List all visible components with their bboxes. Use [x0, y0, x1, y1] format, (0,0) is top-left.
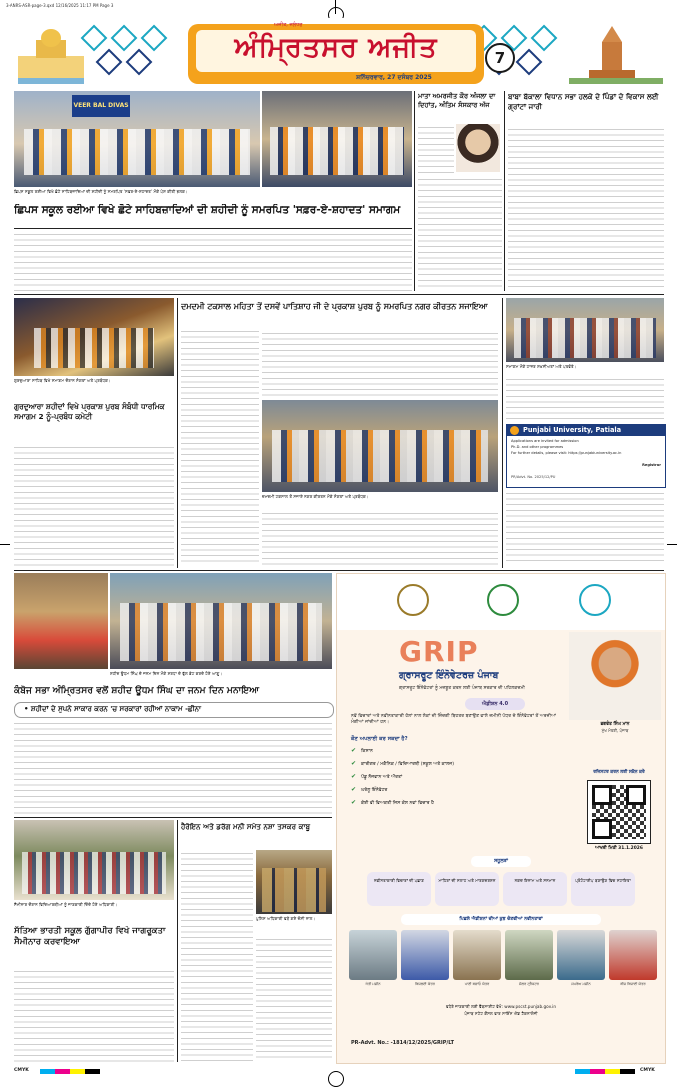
nagar-kirtan-photo	[262, 400, 498, 492]
grip-prev-label: ਪਿਛਲੇ ਐਡੀਸ਼ਨਾਂ ਦੀਆਂ ਕੁਝ ਚੋਣਵੀਆਂ ਨਵੀਨਤਾਵਾਂ	[401, 914, 601, 925]
pscst-logo-icon	[487, 584, 519, 616]
crop-mark-right	[667, 544, 677, 545]
taksal-body-b	[262, 330, 498, 396]
check-icon: ✔	[351, 747, 357, 754]
grip-deadline: ਆਖਰੀ ਮਿਤੀ 31.1.2026	[595, 846, 643, 851]
check-icon: ✔	[351, 786, 357, 793]
grip-intro: ਨਵੇਂ ਵਿਚਾਰਾਂ ਅਤੇ ਨਵੀਨਤਾਕਾਰੀ ਹੱਲਾਂ ਨਾਲ ਲੋਕਾਂ ਦੀ ਜ਼ਿੰਦਗੀ ਬਿਹਤਰ ਬਣਾਉਣ ਵਾਲੇ ਜ਼ਮੀਨੀ ਪੱਧਰ ਦੇ ਇੰਨੋਵੇਟਰਾਂ ਤੋਂ ਅਰਜ਼ੀਆਂ ਮੰਗੀਆਂ ਜਾਂਦੀਆਂ ਹਨ।	[351, 714, 556, 726]
heroin-caption: ਪੁਲਿਸ ਅਧਿਕਾਰੀ ਫੜੇ ਗਏ ਦੋਸ਼ੀ ਨਾਲ।	[256, 916, 316, 921]
innovation-label: ਸੋਲਰ ਟ੍ਰੈਕਟਰ	[519, 982, 539, 986]
grip-who-label: ਕੌਣ ਅਪਲਾਈ ਕਰ ਸਕਦਾ ਹੈ?	[351, 736, 408, 742]
innovation-photo	[453, 930, 501, 980]
gurdwara-headline: ਗੁਰਦੁਆਰਾ ਸ਼ਹੀਦਾਂ ਵਿਖੇ ਪ੍ਰਕਾਸ਼ ਪੁਰਬ ਸੰਬੰਧੀ ਧਾਰਮਿਕ ਸਮਾਗਮ 2 ਨੂੰ-ਪ੍ਰਬੰਧ ਕਮੇਟੀ	[14, 402, 165, 421]
masthead	[14, 18, 663, 88]
right-story-headline: ਬਾਬਾ ਬੱਕਾਲਾ ਵਿਧਾਨ ਸਭਾ ਹਲਕੇ ਦੇ ਪਿੰਡਾਂ ਦੇ ਵਿਕਾਸ ਲਈ ਗ੍ਰਾਂਟਾਂ ਜਾਰੀ	[508, 92, 659, 111]
taksal-body-a	[181, 328, 259, 566]
kamboj-headline: ਕੰਬੋਜ ਸਭਾ ਅੰਮ੍ਰਿਤਸਰ ਵਲੋਂ ਸ਼ਹੀਦ ਊਧਮ ਸਿੰਘ ਦਾ ਜਨਮ ਦਿਨ ਮਨਾਇਆ	[14, 685, 260, 696]
check-icon: ✔	[351, 773, 357, 780]
pu-ad-line4: Registrar	[642, 463, 661, 467]
gurdwara-body	[14, 444, 174, 566]
grip-subtitle: ਗ੍ਰਾਸਰੂਟ ਇੰਨੋਵੇਟਰਾਂ ਨੂੰ ਮਜ਼ਬੂਤ ਕਰਨ ਲਈ ਪੰਜਾਬ ਸਰਕਾਰ ਦੀ ਪਹਿਲਕਦਮੀ	[399, 686, 525, 691]
cm-portrait	[569, 632, 661, 720]
pu-ad-line3: For further details, please visit: https://punjabiuniversity.ac.in	[511, 451, 622, 455]
innovation-label: ਖੇਤੀ ਮਸ਼ੀਨ	[365, 982, 381, 986]
grip-edition: ਐਡੀਸ਼ਨ 4.0	[465, 698, 525, 710]
obituary-headline: ਮਾਤਾ ਅਮਰਜੀਤ ਕੌਰ ਅੰਜਲਾ ਦਾ ਦਿਹਾਂਤ, ਅੰਤਿਮ ਸੰਸਕਾਰ ਅੱਜ	[418, 92, 496, 109]
students-on-stage	[270, 127, 404, 175]
kamboj-caption: ਸ਼ਹੀਦ ਊਧਮ ਸਿੰਘ ਦੇ ਜਨਮ ਦਿਨ ਮੌਕੇ ਸ਼ਰਧਾ ਦੇ ਫੁੱਲ ਭੇਟ ਕਰਦੇ ਹੋਏ ਆਗੂ।	[110, 671, 223, 676]
right-mid-caption: ਸਮਾਗਮ ਮੌਕੇ ਹਾਜ਼ਰ ਸ਼ਖ਼ਸੀਅਤਾਂ ਅਤੇ ਪਤਵੰਤੇ।	[506, 364, 577, 369]
right-mid-photo	[506, 298, 664, 362]
innovation-logo-icon	[579, 584, 611, 616]
kamboj-body	[14, 720, 332, 814]
kamboj-group	[120, 603, 322, 661]
check-icon: ✔	[351, 799, 357, 806]
innovation-photo	[401, 930, 449, 980]
kamboj-photo-right	[110, 573, 332, 669]
footer-cmyk-left: CMYK	[14, 1068, 29, 1073]
school-students	[22, 852, 166, 894]
police-officers	[262, 868, 326, 912]
chhina-subhead: • ਸ਼ਹੀਦਾਂ ਦੇ ਸੁਪਨੇ ਸਾਕਾਰ ਕਰਨ 'ਚ ਸਰਕਾਰਾਂ ਰਹੀਆਂ ਨਾਕਾਮ -ਛੀਨਾ	[24, 705, 202, 713]
crop-mark-left	[0, 544, 10, 545]
gurdwara-gathering	[34, 328, 154, 368]
innovation-photo	[609, 930, 657, 980]
column-rule-2	[504, 91, 505, 291]
grip-logo: GRIP	[399, 635, 479, 668]
innovation-photo	[349, 930, 397, 980]
cm-name: ਭਗਵੰਤ ਸਿੰਘ ਮਾਨ	[600, 722, 630, 727]
grip-footer-org: ਪੰਜਾਬ ਸਟੇਟ ਕੌਂਸਲ ਫਾਰ ਸਾਇੰਸ ਐਂਡ ਟੈਕਨਾਲੋਜੀ	[464, 1011, 538, 1016]
gurdwara-caption: ਗੁਰਦੁਆਰਾ ਸਾਹਿਬ ਵਿਖੇ ਸਮਾਗਮ ਦੌਰਾਨ ਸੰਗਤਾਂ ਅਤੇ ਪ੍ਰਬੰਧਕ।	[14, 378, 111, 383]
section-rule-1	[14, 294, 664, 295]
footer-cmyk-right: CMYK	[640, 1068, 655, 1073]
stage-photo-right	[262, 91, 412, 187]
checklist-item: ✔ ਕੋਈ ਵੀ ਵਿਅਕਤੀ ਜਿਸ ਕੋਲ ਨਵਾਂ ਵਿਚਾਰ ਹੈ	[351, 799, 434, 806]
right-story-body	[508, 126, 664, 290]
stage-photo-left	[14, 91, 260, 187]
grip-footer-website: ਵਧੇਰੇ ਜਾਣਕਾਰੀ ਲਈ ਵੈੱਬਸਾਈਟ ਵੇਖੋ: www.pscst.punjab.gov.in	[446, 1004, 556, 1009]
section-rule-3	[14, 817, 332, 818]
veer-bal-divas-banner: VEER BAL DIVAS	[72, 95, 130, 117]
obituary-body-a	[418, 124, 454, 174]
procession-crowd	[272, 430, 488, 482]
grip-ad	[336, 573, 666, 1064]
checklist-item: ✔ ਕਾਰੀਗਰ / ਮਕੈਨਿਕ / ਵਿਦਿਆਰਥੀ (ਸਕੂਲ ਅਤੇ ਕਾਲਜ)	[351, 760, 455, 767]
print-slug: 3-ANRS-ASR-page-3.qxd 12/16/2025 11:17 PM Page 3	[6, 3, 114, 8]
pu-ad	[506, 424, 666, 488]
right-mid-people	[514, 318, 656, 358]
obituary-photo	[456, 124, 500, 172]
qr-code[interactable]	[587, 780, 651, 844]
benefit-card: ਨਵੀਨਤਾਕਾਰੀ ਵਿਚਾਰਾਂ ਦੀ ਪਛਾਣ	[367, 872, 431, 906]
benefit-card: ਮਾਹਿਰਾਂ ਦੀ ਸਲਾਹ ਅਤੇ ਮਾਰਗਦਰਸ਼ਨ	[435, 872, 499, 906]
top-story-caption: ਛਿਪਸ ਸਕੂਲ ਰਈਆ ਵਿਖੇ ਛੋਟੇ ਸਾਹਿਬਜ਼ਾਦਿਆਂ ਦੀ ਸ਼ਹੀਦੀ ਨੂੰ ਸਮਰਪਿਤ 'ਸਫ਼ਰ-ਏ-ਸ਼ਹਾਦਤ' ਮੌਕੇ ਪੇਸ਼ ਕੀਤੀ ਝਲਕ।	[14, 189, 188, 194]
masthead-kicker: ਅਜੀਤ, ਜਲੰਧਰ	[274, 22, 303, 28]
top-story-body	[14, 231, 412, 291]
right-mid-body	[506, 376, 664, 422]
taksal-caption: ਦਮਦਮੀ ਟਕਸਾਲ ਤੋਂ ਸਜਾਏ ਨਗਰ ਕੀਰਤਨ ਮੌਕੇ ਸੰਗਤਾਂ ਅਤੇ ਪ੍ਰਬੰਧਕ।	[262, 494, 369, 499]
cm-title: ਮੁੱਖ ਮੰਤਰੀ, ਪੰਜਾਬ	[601, 728, 629, 733]
taksal-headline: ਦਮਦਮੀ ਟਕਸਾਲ ਮਹਿਤਾ ਤੋਂ ਦਸਵੇਂ ਪਾਤਿਸ਼ਾਹ ਜੀ ਦੇ ਪ੍ਰਕਾਸ਼ ਪੁਰਬ ਨੂੰ ਸਮਰਪਿਤ ਨਗਰ ਕੀਰਤਨ ਸਜਾਇਆ	[181, 302, 488, 311]
punjab-govt-emblem-icon	[397, 584, 429, 616]
innovation-label: ਸਪਰੇਅ ਮਸ਼ੀਨ	[571, 982, 591, 986]
pu-ad-line2: Ph.D. and other programmes	[511, 445, 564, 449]
people-on-stage	[24, 129, 250, 175]
page-number: 7	[494, 49, 506, 67]
checklist-item: ✔ ਪੇਂਡੂ ਨੌਜਵਾਨ ਅਤੇ ਔਰਤਾਂ	[351, 773, 403, 780]
top-story-headline: ਛਿਪਸ ਸਕੂਲ ਰਈਆ ਵਿਖੇ ਛੋਟੇ ਸਾਹਿਬਜ਼ਾਦਿਆਂ ਦੀ ਸ਼ਹੀਦੀ ਨੂੰ ਸਮਰਪਿਤ 'ਸਫ਼ਰ-ਏ-ਸ਼ਹਾਦਤ' ਸਮਾਗਮ	[14, 204, 401, 216]
column-rule-4	[502, 298, 503, 568]
innovation-label: ਪਾਣੀ ਬਚਾਓ ਯੰਤਰ	[464, 982, 490, 986]
benefit-card: ਨਕਦ ਇਨਾਮ ਅਤੇ ਸਨਮਾਨ	[503, 872, 567, 906]
qr-label: ਰਜਿਸਟਰ ਕਰਨ ਲਈ ਸਕੈਨ ਕਰੋ	[593, 770, 645, 775]
color-bar-right	[575, 1069, 635, 1074]
section-rule-2	[14, 570, 664, 571]
top-story-rule	[14, 228, 412, 229]
benefit-card: ਪ੍ਰੋਟੋਟਾਈਪ ਬਣਾਉਣ ਵਿਚ ਸਹਾਇਤਾ	[571, 872, 635, 906]
kamboj-photo-left	[14, 573, 108, 669]
pu-ad-line1: Applications are invited for admission	[511, 439, 579, 443]
school-caption: ਸੈਮੀਨਾਰ ਦੌਰਾਨ ਵਿਦਿਆਰਥੀਆਂ ਨੂੰ ਜਾਣਕਾਰੀ ਦਿੰਦੇ ਹੋਏ ਅਧਿਕਾਰੀ।	[14, 902, 118, 907]
grip-ad-number: PR-Advt. No.: -1814/12/2025/GRIP/LT	[351, 1040, 455, 1046]
checklist-item: ✔ ਘਰੇਲੂ ਇੰਨੋਵੇਟਰ	[351, 786, 388, 793]
innovation-label: ਬਿਜਲਈ ਯੰਤਰ	[415, 982, 435, 986]
school-body	[14, 968, 174, 1062]
pu-ad-number: PR/Advt. No. 2025/12/PU	[511, 475, 556, 479]
grip-benefits-label: ਸਹੂਲਤਾਂ	[471, 856, 531, 867]
heroin-headline: ਹੈਰੋਇਨ ਅਤੇ ਡਰੱਗ ਮਨੀ ਸਮੇਤ ਨਸ਼ਾ ਤਸਕਰ ਕਾਬੂ	[181, 822, 311, 831]
column-rule-3	[177, 298, 178, 568]
grip-title: ਗ੍ਰਾਸਰੂਟ ਇੰਨੋਵੇਟਰਜ਼ ਪੰਜਾਬ	[399, 670, 499, 681]
column-rule-1	[414, 91, 415, 291]
innovation-label: ਬੀਜ ਬਿਜਾਈ ਯੰਤਰ	[620, 982, 646, 986]
pu-logo-icon	[510, 426, 519, 435]
masthead-date: ਸ਼ਨਿੱਚਰਵਾਰ, 27 ਦਸੰਬਰ 2025	[356, 74, 432, 81]
checklist-item: ✔ ਕਿਸਾਨ	[351, 747, 373, 754]
gurdwara-photo	[14, 298, 174, 376]
innovation-photo	[505, 930, 553, 980]
right-mid-body-b	[506, 490, 664, 566]
registration-mark-bottom	[328, 1071, 344, 1087]
pu-ad-university: Punjabi University, Patiala	[523, 426, 622, 434]
grip-checklist	[351, 746, 565, 811]
heroin-body-b	[256, 936, 332, 1062]
school-headline: ਸੱਤਿਆ ਭਾਰਤੀ ਸਕੂਲ ਗੁੱਗਾਪੀਰ ਵਿਖੇ ਜਾਗਰੂਕਤਾ ਸੈਮੀਨਾਰ ਕਰਵਾਇਆ	[14, 926, 166, 947]
color-bar-left	[40, 1069, 100, 1074]
heroin-body-a	[181, 850, 253, 1062]
masthead-title: ਅੰਮ੍ਰਿਤਸਰ ਅਜੀਤ	[234, 32, 438, 63]
column-rule-5	[177, 820, 178, 1062]
taksal-body-c	[262, 510, 498, 566]
obituary-body-b	[418, 176, 502, 290]
check-icon: ✔	[351, 760, 357, 767]
police-photo	[256, 850, 332, 914]
innovation-photo	[557, 930, 605, 980]
school-photo	[14, 820, 174, 900]
